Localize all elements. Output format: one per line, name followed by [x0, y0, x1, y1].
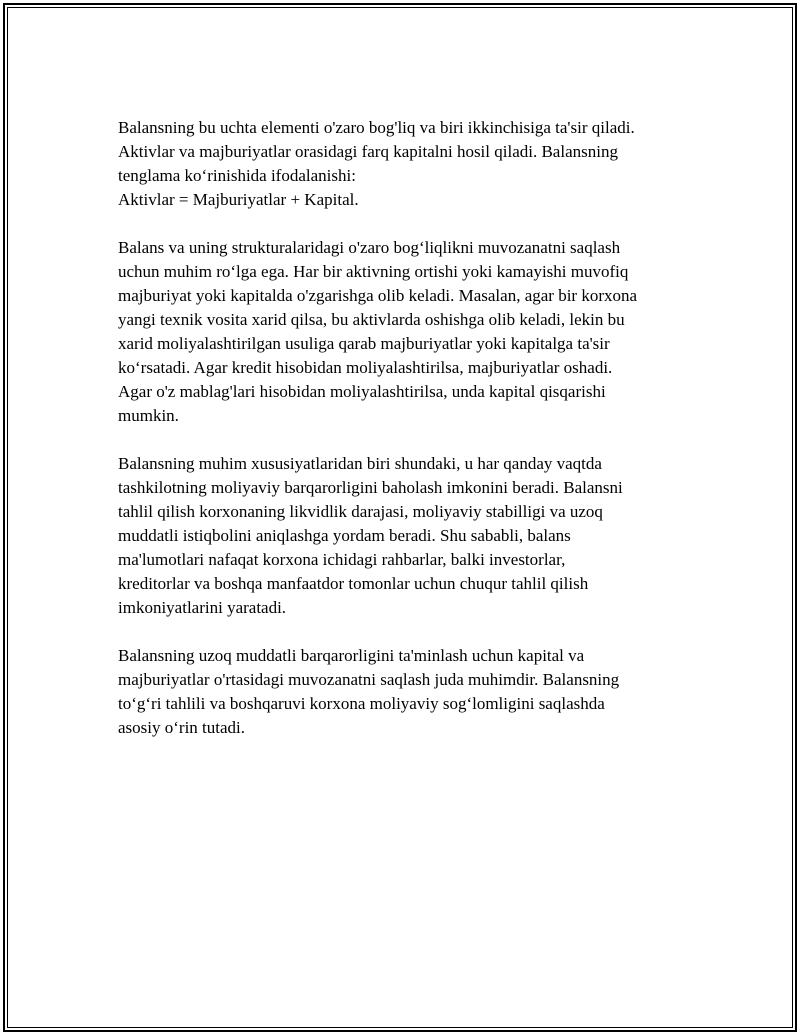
document-body — [118, 116, 718, 764]
text-line: Balansning uzoq muddatli barqarorligini ta'minlash uchun kapital va — [118, 646, 585, 665]
text-line: ko‘rsatadi. Agar kredit hisobidan moliyalashtirilsa, majburiyatlar oshadi. — [118, 358, 613, 377]
text-line: Balansning muhim xususiyatlaridan biri shundaki, u har qanday vaqtda — [118, 454, 602, 473]
text-line: Agar o'z mablag'lari hisobidan moliyalashtirilsa, unda kapital qisqarishi — [118, 382, 606, 401]
text-line: asosiy o‘rin tutadi. — [118, 718, 246, 737]
paragraph-3 — [118, 452, 718, 620]
text-line: ma'lumotlari nafaqat korxona ichidagi rahbarlar, balki investorlar, — [118, 550, 566, 569]
text-line: Aktivlar va majburiyatlar orasidagi farq kapitalni hosil qiladi. Balansning — [118, 142, 618, 161]
text-line: majburiyat yoki kapitalda o'zgarishga olib keladi. Masalan, agar bir korxona — [118, 286, 638, 305]
text-line: majburiyatlar o'rtasidagi muvozanatni saqlash juda muhimdir. Balansning — [118, 670, 620, 689]
text-line: Balans va uning strukturalaridagi o'zaro bog‘liqlikni muvozanatni saqlash — [118, 238, 621, 257]
text-line: Balansning bu uchta elementi o'zaro bog'liq va biri ikkinchisiga ta'sir qiladi. — [118, 118, 635, 137]
paragraph-1 — [118, 116, 718, 212]
text-line: tahlil qilish korxonaning likvidlik darajasi, moliyaviy stabilligi va uzoq — [118, 502, 603, 521]
text-line: uchun muhim ro‘lga ega. Har bir aktivning ortishi yoki kamayishi muvofiq — [118, 262, 629, 281]
paragraph-4 — [118, 644, 718, 740]
text-line: yangi texnik vosita xarid qilsa, bu aktivlarda oshishga olib keladi, lekin bu — [118, 310, 625, 329]
paragraph-2 — [118, 236, 718, 428]
text-line: muddatli istiqbolini aniqlashga yordam beradi. Shu sababli, balans — [118, 526, 571, 545]
text-line: tashkilotning moliyaviy barqarorligini baholash imkonini beradi. Balansni — [118, 478, 623, 497]
equation-line: Aktivlar = Majburiyatlar + Kapital. — [118, 190, 359, 209]
text-line: to‘g‘ri tahlili va boshqaruvi korxona moliyaviy sog‘lomligini saqlashda — [118, 694, 605, 713]
text-line: imkoniyatlarini yaratadi. — [118, 598, 287, 617]
text-line: mumkin. — [118, 406, 179, 425]
text-line: tenglama ko‘rinishida ifodalanishi: — [118, 166, 356, 185]
text-line: xarid moliyalashtirilgan usuliga qarab majburiyatlar yoki kapitalga ta'sir — [118, 334, 610, 353]
text-line: kreditorlar va boshqa manfaatdor tomonlar uchun chuqur tahlil qilish — [118, 574, 589, 593]
